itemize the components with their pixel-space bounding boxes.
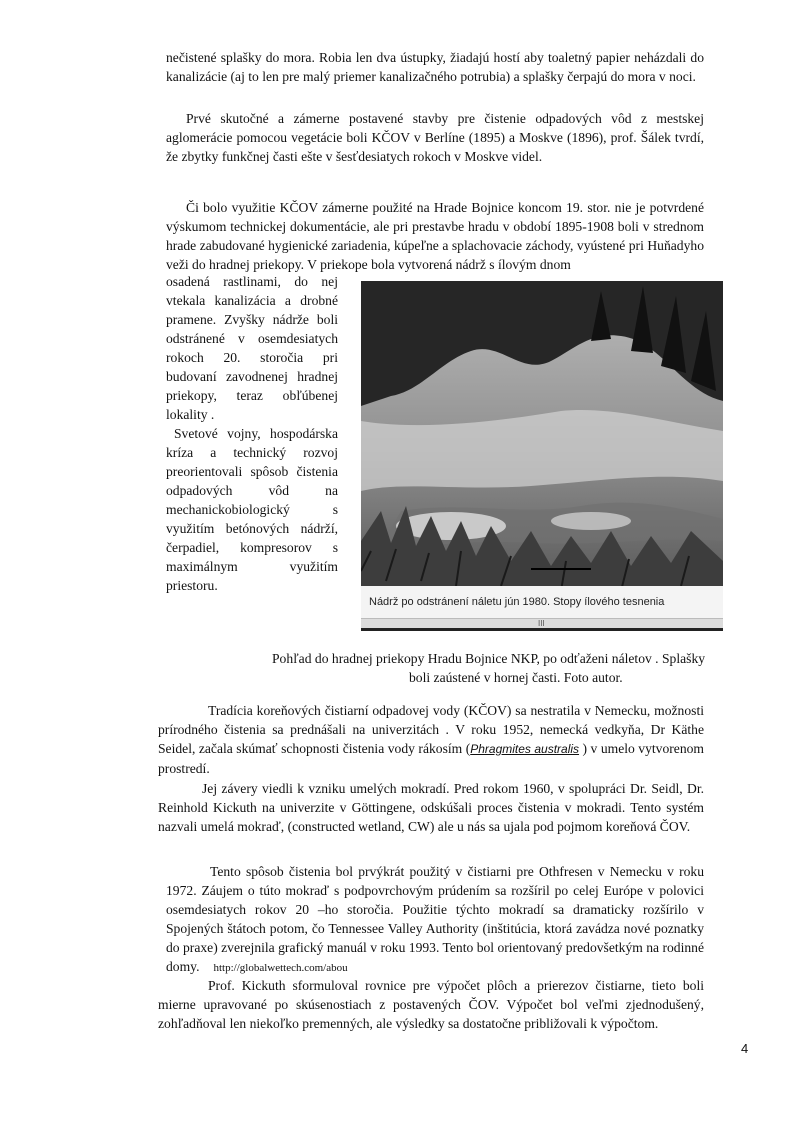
paragraph-5 [158, 701, 704, 778]
paragraph-3-continued: osadená rastlinami, do nej vtekala kanalizácia a drobné pramene. Zvyšky nádrže boli odstránené v osemdesiatych rokoch 20. storočia pri budovaní zavodnenej hradnej priekopy, teraz obľúbenej lokality . [166, 274, 338, 422]
castle-moat-photo [361, 281, 723, 628]
paragraph-8: Prof. Kickuth sformuloval rovnice pre výpočet plôch a prierezov čistiarne, tieto boli mierne upravované po skúsenostiach z postavených ČOV. Výpočet bol veľmi zjednodušený, zohľadňoval len niekoľko premenných, ale výsledky sa dostatočne približovali k výpočtom. [158, 978, 704, 1031]
paragraph-1: nečistené splašky do mora. Robia len dva ústupky, žiadajú hostí aby toaletný papier neházdali do kanalizácie (aj to len pre malý priemer kanalizačného potrubia) a splašky čerpajú do mora v noci. [166, 50, 704, 84]
photo-caption-overlay: Nádrž po odstránení náletu jún 1980. Stopy ílového tesnenia [369, 596, 665, 608]
photo-frame-shadow [361, 628, 723, 631]
paragraph-2: Prvé skutočné a zámerne postavené stavby pre čistenie odpadových vôd z mestskej aglomerácie pomocou vegetácie boli KČOV v Berlíne (1895) a Moskve (1896), prof. Šálek tvrdí, že zbytky funkčnej časti ešte v šesťdesiatych rokoch v Moskve videl. [166, 111, 704, 164]
paragraph-3: Či bolo využitie KČOV zámerne použité na Hrade Bojnice koncom 19. stor. nie je potvrdené výskumom technickej dokumentácie, ale pri prestavbe hradu v období 1895-1908 boli v strednom hrade zabudované hygienické zariadenia, kúpeľne a splachovacie záchody, vyústené pri Huňadyho veži do hradnej priekopy. V priekope bola vytvorená nádrž s ílovým dnom [166, 200, 704, 272]
paragraph-5-text-a: Tradícia koreňových čistiarní odpadovej vody (KČOV) sa nestratila v Nemecku, možnosti prírodného čistenia sa prednášali na univerzitách . V roku 1952, nemecká vedkyňa, Dr Käthe Seidel, začala skúmať schopnosti čistenia vody rákosím ( [158, 703, 704, 756]
paragraph-5-text-b: ) v umelo vytvorenom prostredí. [158, 741, 704, 776]
photo-caption-line-1: Pohľad do hradnej priekopy Hradu Bojnice NKP, po odťaženi náletov . Splašky [272, 651, 706, 666]
paragraph-7-text: Tento spôsob čistenia bol prvýkrát použitý v čistiarni pre Othfresen v Nemecku v roku 1972. Záujem o túto mokraď s podpovrchovým prúdením sa rozšíril po celej Európe v polovici osemdesiatych rokov 20 –ho storočia. Použitie týchto mokradí sa dramaticky rozšírilo v Spojených štátoch potom, čo Tennessee Valley Authority (inštitúcia, ktorá zavádza nové poznatky do praxe) zverejnila grafický manuál v roku 1993. Tento bol orientovaný predovšetkým na rodinné domy. [166, 864, 704, 974]
photo-caption-line-2: boli zaústené v hornej časti. Foto autor. [409, 670, 623, 685]
paragraph-6: Jej závery viedli k vzniku umelých mokradí. Pred rokom 1960, v spolupráci Dr. Seidl, Dr. Reinhold Kickuth na univerzite v Göttingene, odskúšali proces čistenia v mokradi. Tento systém nazvali umelá mokraď, (constructed wetland, CW) ale u nás sa ujala pod pojmom koreňová ČOV. [158, 781, 704, 834]
page-number: 4 [741, 1041, 749, 1056]
source-url: http://globalwettech.com/abou [213, 962, 348, 974]
phragmites-link[interactable]: Phragmites australis [470, 742, 580, 756]
scroll-mark: III [538, 619, 545, 628]
paragraph-7 [166, 862, 704, 978]
paragraph-4: Svetové vojny, hospodárska kríza a technický rozvoj preorientovali spôsob čistenia odpadových vôd na mechanickobiologický s využitím betónových nádrží, čerpadiel, kompresorov s maximálnym využitím priestoru. [166, 426, 338, 593]
